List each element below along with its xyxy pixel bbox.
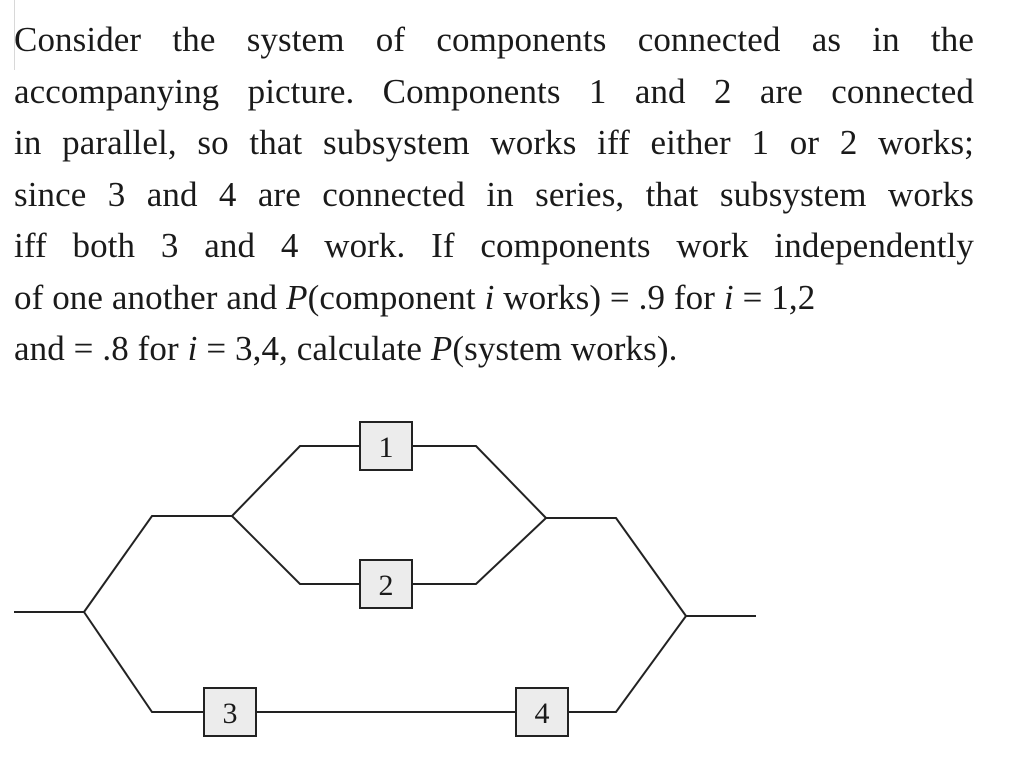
problem-line-2: accompanying picture. Components 1 and 2 are connected — [14, 71, 974, 111]
problem-line-6-part-d: = 1,2 — [733, 277, 816, 317]
problem-line-5: iff both 3 and 4 work. If components work independently — [14, 226, 974, 265]
component-3-box — [204, 688, 256, 736]
component-1-out-wire — [412, 446, 546, 518]
probability-symbol: P — [286, 277, 308, 317]
component-1-in-wire — [232, 446, 360, 516]
scan-edge — [0, 0, 15, 70]
upper-join-wire — [546, 518, 686, 616]
component-2-box — [360, 560, 412, 608]
index-variable: i — [723, 277, 734, 317]
problem-line-1: Consider the system of components connected as in the — [14, 20, 974, 59]
component-1-box — [360, 422, 412, 470]
problem-statement — [14, 14, 974, 375]
lower-branch-wire — [84, 612, 204, 712]
index-variable: i — [484, 277, 495, 317]
component-1-label: 1 — [378, 431, 394, 464]
component-4-label: 4 — [534, 697, 550, 730]
problem-line-6-part-c: works) = .9 for — [494, 277, 724, 317]
upper-branch-wire — [84, 516, 232, 612]
problem-line-4: since 3 and 4 are connected in series, that subsystem works — [14, 174, 974, 214]
problem-line-7 — [14, 323, 974, 375]
problem-line-6-part-a: of one another and — [14, 277, 287, 317]
probability-symbol: P — [430, 329, 453, 368]
component-2-label: 2 — [378, 569, 394, 602]
lower-join-wire — [568, 616, 686, 712]
component-3-label: 3 — [222, 697, 238, 730]
problem-line-7-part-c: (system works). — [452, 329, 678, 368]
component-4-box — [516, 688, 568, 736]
problem-line-7-part-b: = 3,4, calculate — [197, 329, 431, 368]
problem-line-7-part-a: and = .8 for — [14, 329, 188, 368]
index-variable: i — [187, 329, 198, 368]
system-diagram — [0, 400, 1024, 778]
problem-line-6-part-b: (component — [307, 277, 485, 317]
problem-line-3: in parallel, so that subsystem works iff either 1 or 2 works; — [14, 123, 974, 162]
component-2-in-wire — [232, 516, 360, 584]
problem-line-6 — [14, 272, 974, 324]
component-2-out-wire — [412, 518, 546, 584]
